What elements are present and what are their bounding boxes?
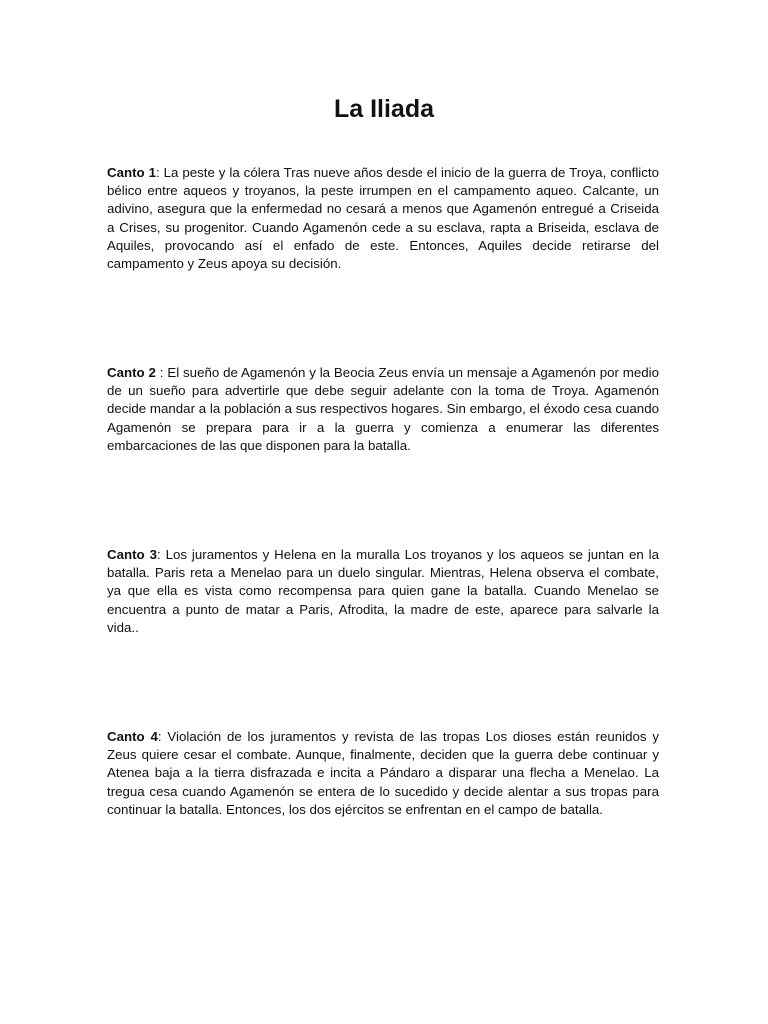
canto-label: Canto 3: [107, 547, 157, 562]
canto-paragraph: [107, 728, 659, 819]
canto-label: Canto 4: [107, 729, 158, 744]
canto-text: : Violación de los juramentos y revista de las tropas Los dioses están reunidos y Zeus quiere cesar el combate. Aunque, finalmente, deciden que la guerra debe continuar y Atenea baja a la tierra disfrazada e incita a Pándaro a disparar una flecha a Menelao. La tregua cesa cuando Agamenón se entera de lo sucedido y decide alentar a sus tropas para continuar la batalla. Entonces, los dos ejércitos se enfrentan en el campo de batalla.: [107, 729, 659, 817]
page-title: La Iliada: [333, 95, 435, 123]
canto-text: : El sueño de Agamenón y la Beocia Zeus envía un mensaje a Agamenón por medio de un sueño para advertirle que debe seguir adelante con la toma de Troya. Agamenón decide mandar a la población a sus respectivos hogares. Sin embargo, el éxodo cesa cuando Agamenón se prepara para ir a la guerra y comienza a enumerar las diferentes embarcaciones de las que disponen para la batalla.: [107, 365, 660, 453]
canto-paragraph: [107, 164, 659, 273]
canto-label: Canto 1: [107, 165, 156, 180]
canto-paragraph: [107, 364, 659, 455]
canto-text: : Los juramentos y Helena en la muralla Los troyanos y los aqueos se juntan en la batalla. Paris reta a Menelao para un duelo singular. Mientras, Helena observa el combate, ya que ella es vista como recompensa para quien gane la batalla. Cuando Menelao se encuentra a punto de matar a Paris, Afrodita, la madre de este, aparece para salvarle la vida..: [107, 547, 659, 635]
canto-text: : La peste y la cólera Tras nueve años desde el inicio de la guerra de Troya, conflicto bélico entre aqueos y troyanos, la peste irrumpen en el campamento aqueo. Calcante, un adivino, asegura que la enfermedad no cesará a menos que Agamenón entregué a Criseida a Crises, su progenitor. Cuando Agamenón cede a su esclava, rapta a Briseida, esclava de Aquiles, provocando así el enfado de este. Entonces, Aquiles decide retirarse del campamento y Zeus apoya su decisión.: [107, 165, 659, 272]
canto-paragraph: [107, 546, 659, 637]
canto-label: Canto 2: [107, 365, 156, 380]
